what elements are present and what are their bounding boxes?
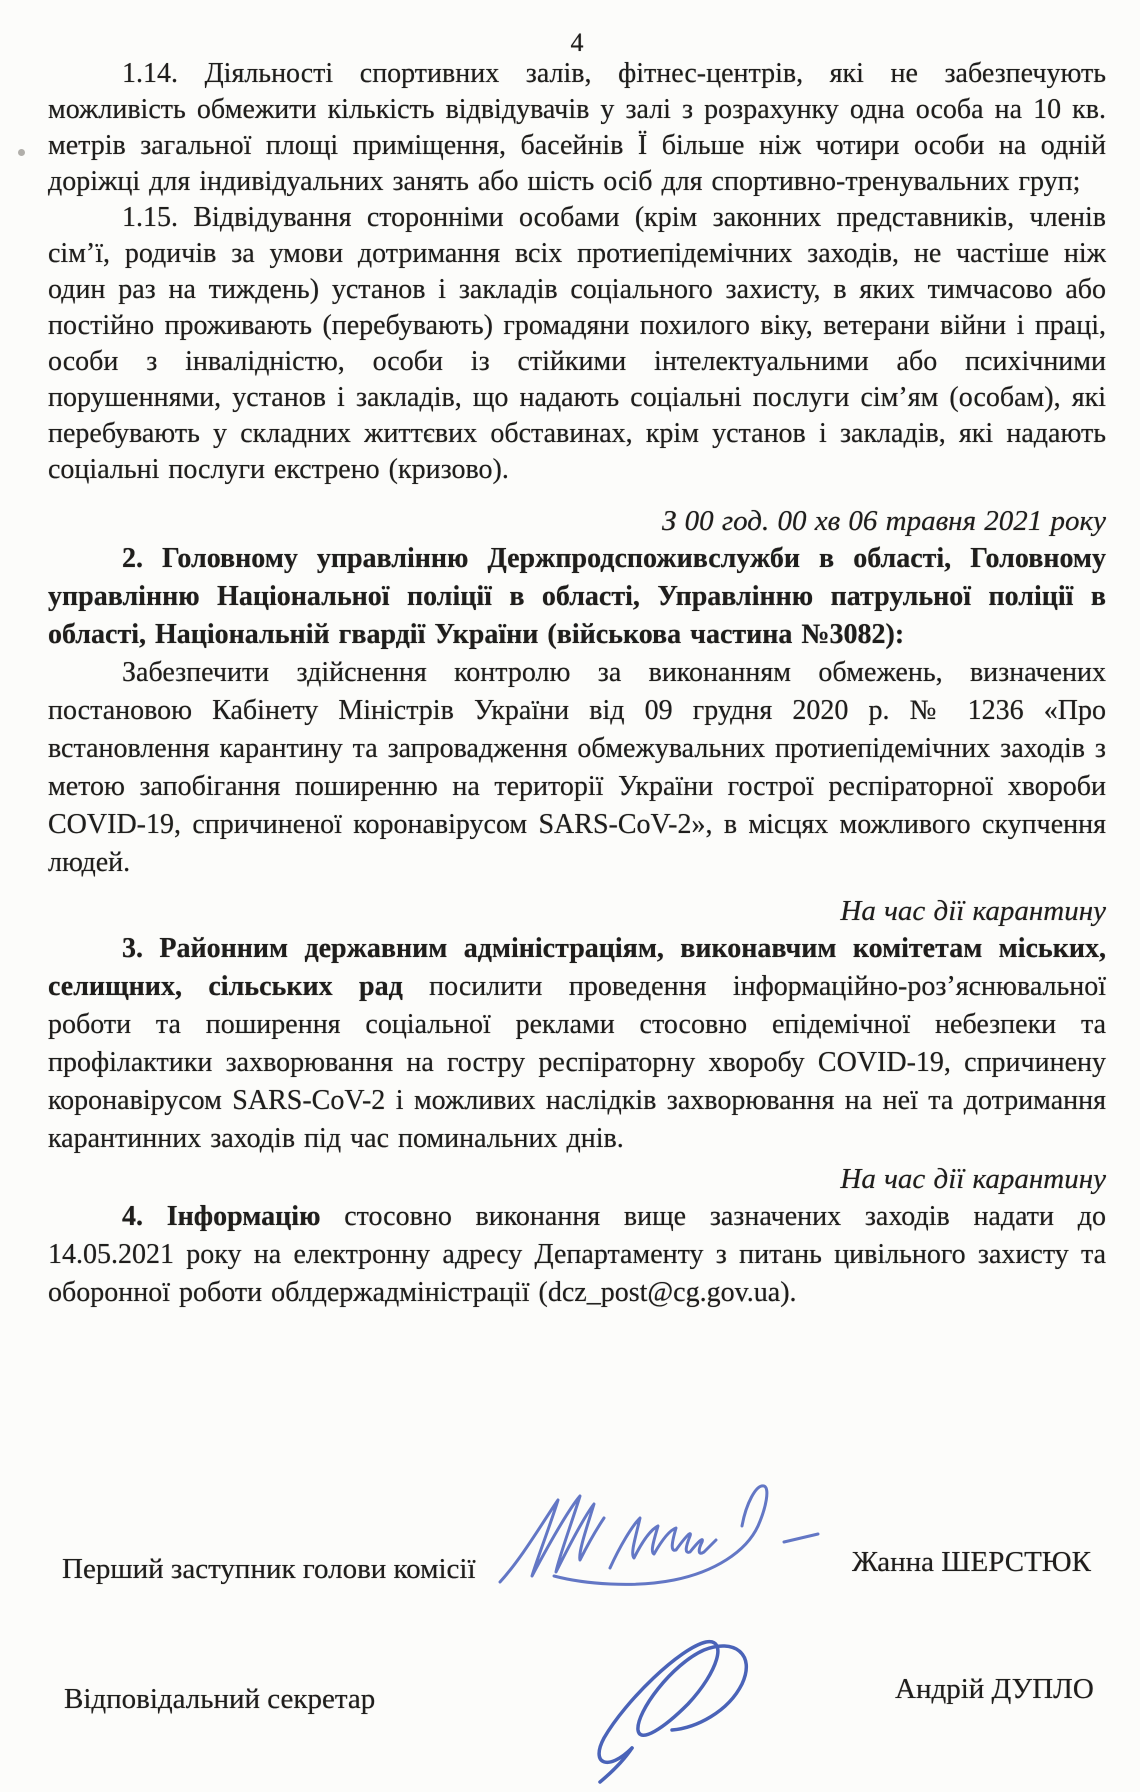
- signature-sherstiuk-ink: [492, 1478, 844, 1600]
- signatory-name-duplo: Андрій ДУПЛО: [895, 1673, 1094, 1705]
- signatory-title-secretary: Відповідальний секретар: [64, 1683, 376, 1715]
- signatory-name-sherstiuk: Жанна ШЕРСТЮК: [852, 1546, 1091, 1578]
- signature-duplo-ink: [586, 1630, 804, 1786]
- paragraph-1-15: 1.15. Відвідування сторонніми особами (крім законних представників, членів сім’ї, родичів за умови дотримання всіх протиепідемічних заходів, не частіше ніж один раз на тиждень) установ і закладів соціального захисту, в яких тимчасово або постійно проживають (перебувають) громадяни похилого віку, ветерани війни і праці, особи з інвалідністю, особи із стійкими інтелектуальними або психічними порушеннями, установ і закладів, що надають соціальні послуги сім’ям (особам), які перебувають у складних життєвих обставинах, крім установ і закладів, які надають соціальні послуги екстрено (кризово).: [48, 202, 1106, 485]
- signatory-title-first-deputy: Перший заступник голови комісії: [62, 1553, 476, 1585]
- paragraph-3: [48, 930, 1106, 1158]
- paragraph-4-lead: 4. Інформацію: [122, 1201, 321, 1232]
- paragraph-2-heading: 2. Головному управлінню Держпродспоживслужби в області, Головному управлінню Національної поліції в області, Управлінню патрульної поліції в області, Національній гвардії України (військова частина №3082):: [48, 543, 1106, 650]
- page-number: 4: [570, 28, 584, 57]
- paragraph-4: [48, 1198, 1106, 1312]
- paragraph-4-rest: стосовно виконання вище зазначених заходів надати до 14.05.2021 року на електронну адресу Департаменту з питань цивільного захисту та оборонної роботи облдержадміністрації (dcz_post@cg.gov.ua).: [48, 1201, 1106, 1308]
- paragraph-3-lead: 3. Районним державним адміністраціям, виконавчим комітетам міських, селищних, сільських рад: [48, 933, 1106, 1002]
- paragraph-2-body: Забезпечити здійснення контролю за виконанням обмежень, визначених постановою Кабінету Міністрів України від 09 грудня 2020 р. № 1236 «Про встановлення карантину та запровадження обмежувальних протиепідемічних заходів з метою запобігання поширенню на території України гострої респіраторної хвороби COVID-19, спричиненої коронавірусом SARS-CoV-2», в місцях можливого скупчення людей.: [48, 657, 1106, 878]
- scan-speck: [18, 149, 25, 156]
- quarantine-note-1: На час дії карантину: [840, 895, 1106, 927]
- effective-date-note: З 00 год. 00 хв 06 травня 2021 року: [661, 505, 1106, 537]
- paragraph-3-rest: посилити проведення інформаційно-роз’яснювальної роботи та поширення соціальної реклами стосовно епідемічної небезпеки та профілактики захворювання на гостру респіраторну хворобу COVID-19, спричинену коронавірусом SARS-CoV-2 і можливих наслідків захворювання на неї та дотримання карантинних заходів під час поминальних днів.: [48, 971, 1106, 1154]
- paragraph-1-14: 1.14. Діяльності спортивних залів, фітнес-центрів, які не забезпечують можливість обмежити кількість відвідувачів у залі з розрахунку одна особа на 10 кв. метрів загальної площі приміщення, басейнів Ї більше ніж чотири особи на одній доріжці для індивідуальних занять або шість осіб для спортивно-тренувальних груп;: [48, 58, 1106, 197]
- quarantine-note-2: На час дії карантину: [840, 1163, 1106, 1195]
